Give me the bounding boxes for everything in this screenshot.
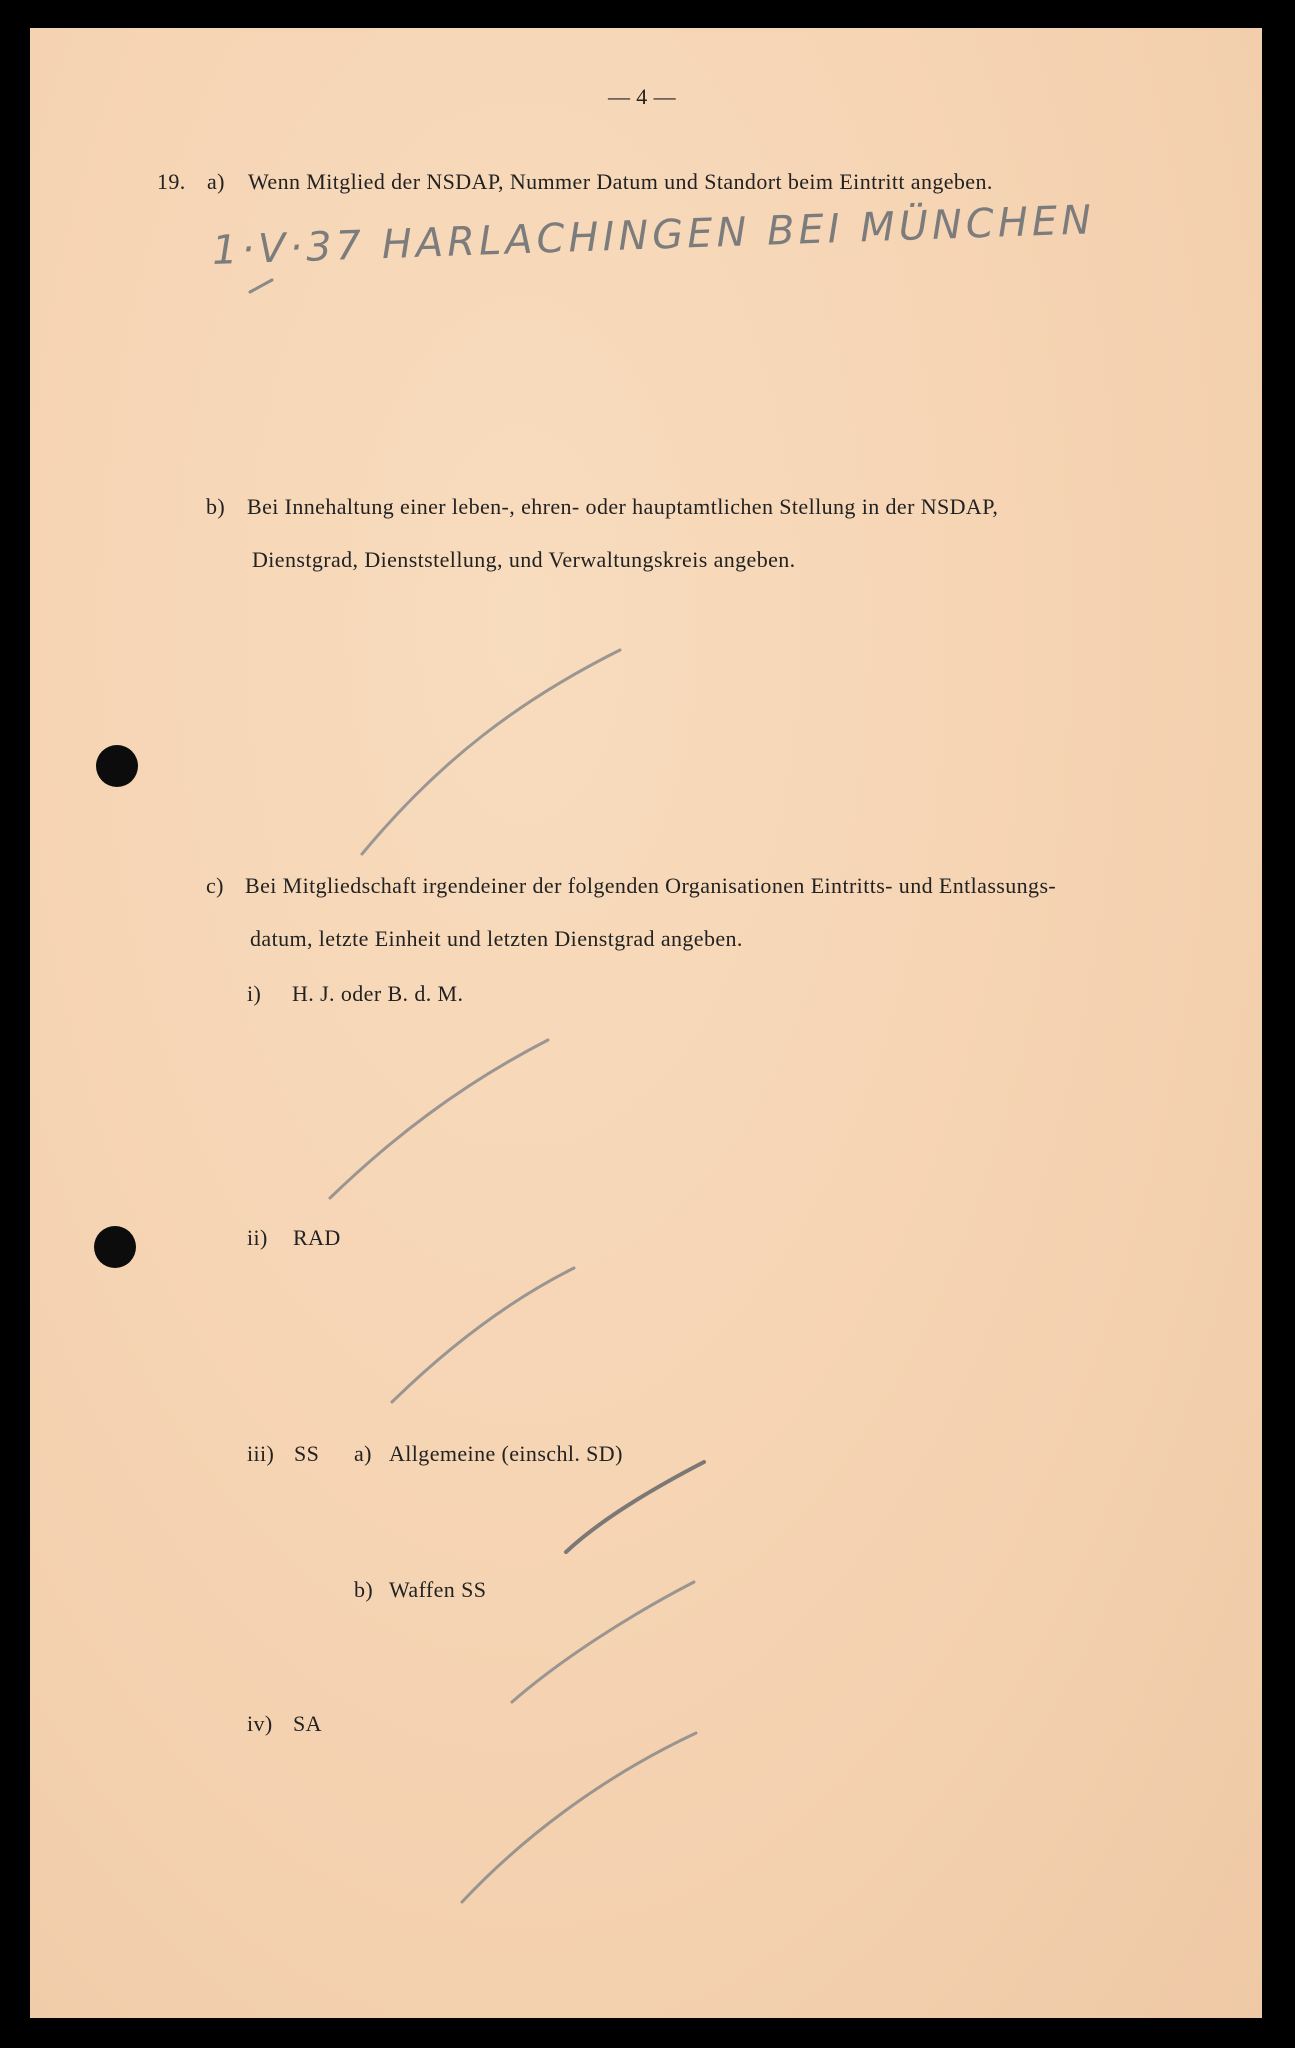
q19a-handwritten-answer: 1·V·37 HARLACHINGEN BEI MÜNCHEN [211,197,1096,274]
q19b-text-line1: Bei Innehaltung einer leben-, ehren- oder hauptamtlichen Stellung in der NSDAP, [247,494,999,519]
item-iii-sub-b-text: Waffen SS [389,1577,487,1602]
item-iv-label: iv) [247,1711,273,1736]
item-iv-text: SA [293,1711,322,1736]
strike-item-iii-b [512,1582,694,1702]
item-ii-text: RAD [293,1225,341,1250]
item-iii-sub-b-label: b) [354,1577,374,1602]
item-ii-label: ii) [247,1225,268,1250]
q19a-label: a) [207,169,225,194]
q19b-text-line2: Dienstgrad, Dienststellung, und Verwaltungskreis angeben. [252,547,796,572]
strike-item-ii [392,1268,574,1402]
item-iii-text: SS [294,1441,320,1466]
item-iii-sub-a-text: Allgemeine (einschl. SD) [389,1441,623,1466]
q19c-text-line1: Bei Mitgliedschaft irgendeiner der folgenden Organisationen Eintritts- und Entlassungs- [245,873,1057,898]
question-number: 19. [157,169,186,194]
handwriting-tick [250,280,272,292]
q19a-text: Wenn Mitglied der NSDAP, Nummer Datum und Standort beim Eintritt angeben. [248,169,993,194]
strike-item-i [330,1040,548,1198]
strike-item-iv [462,1733,696,1902]
strike-q19b [362,650,620,854]
item-i-label: i) [247,981,262,1006]
strike-item-iii-a [566,1462,704,1552]
q19c-text-line2: datum, letzte Einheit und letzten Dienstgrad angeben. [250,926,743,951]
item-iii-label: iii) [247,1441,275,1466]
q19b-label: b) [206,494,226,519]
q19c-label: c) [206,873,224,898]
page-number: — 4 — [608,84,676,109]
item-i-text: H. J. oder B. d. M. [292,981,464,1006]
item-iii-sub-a-label: a) [354,1441,372,1466]
